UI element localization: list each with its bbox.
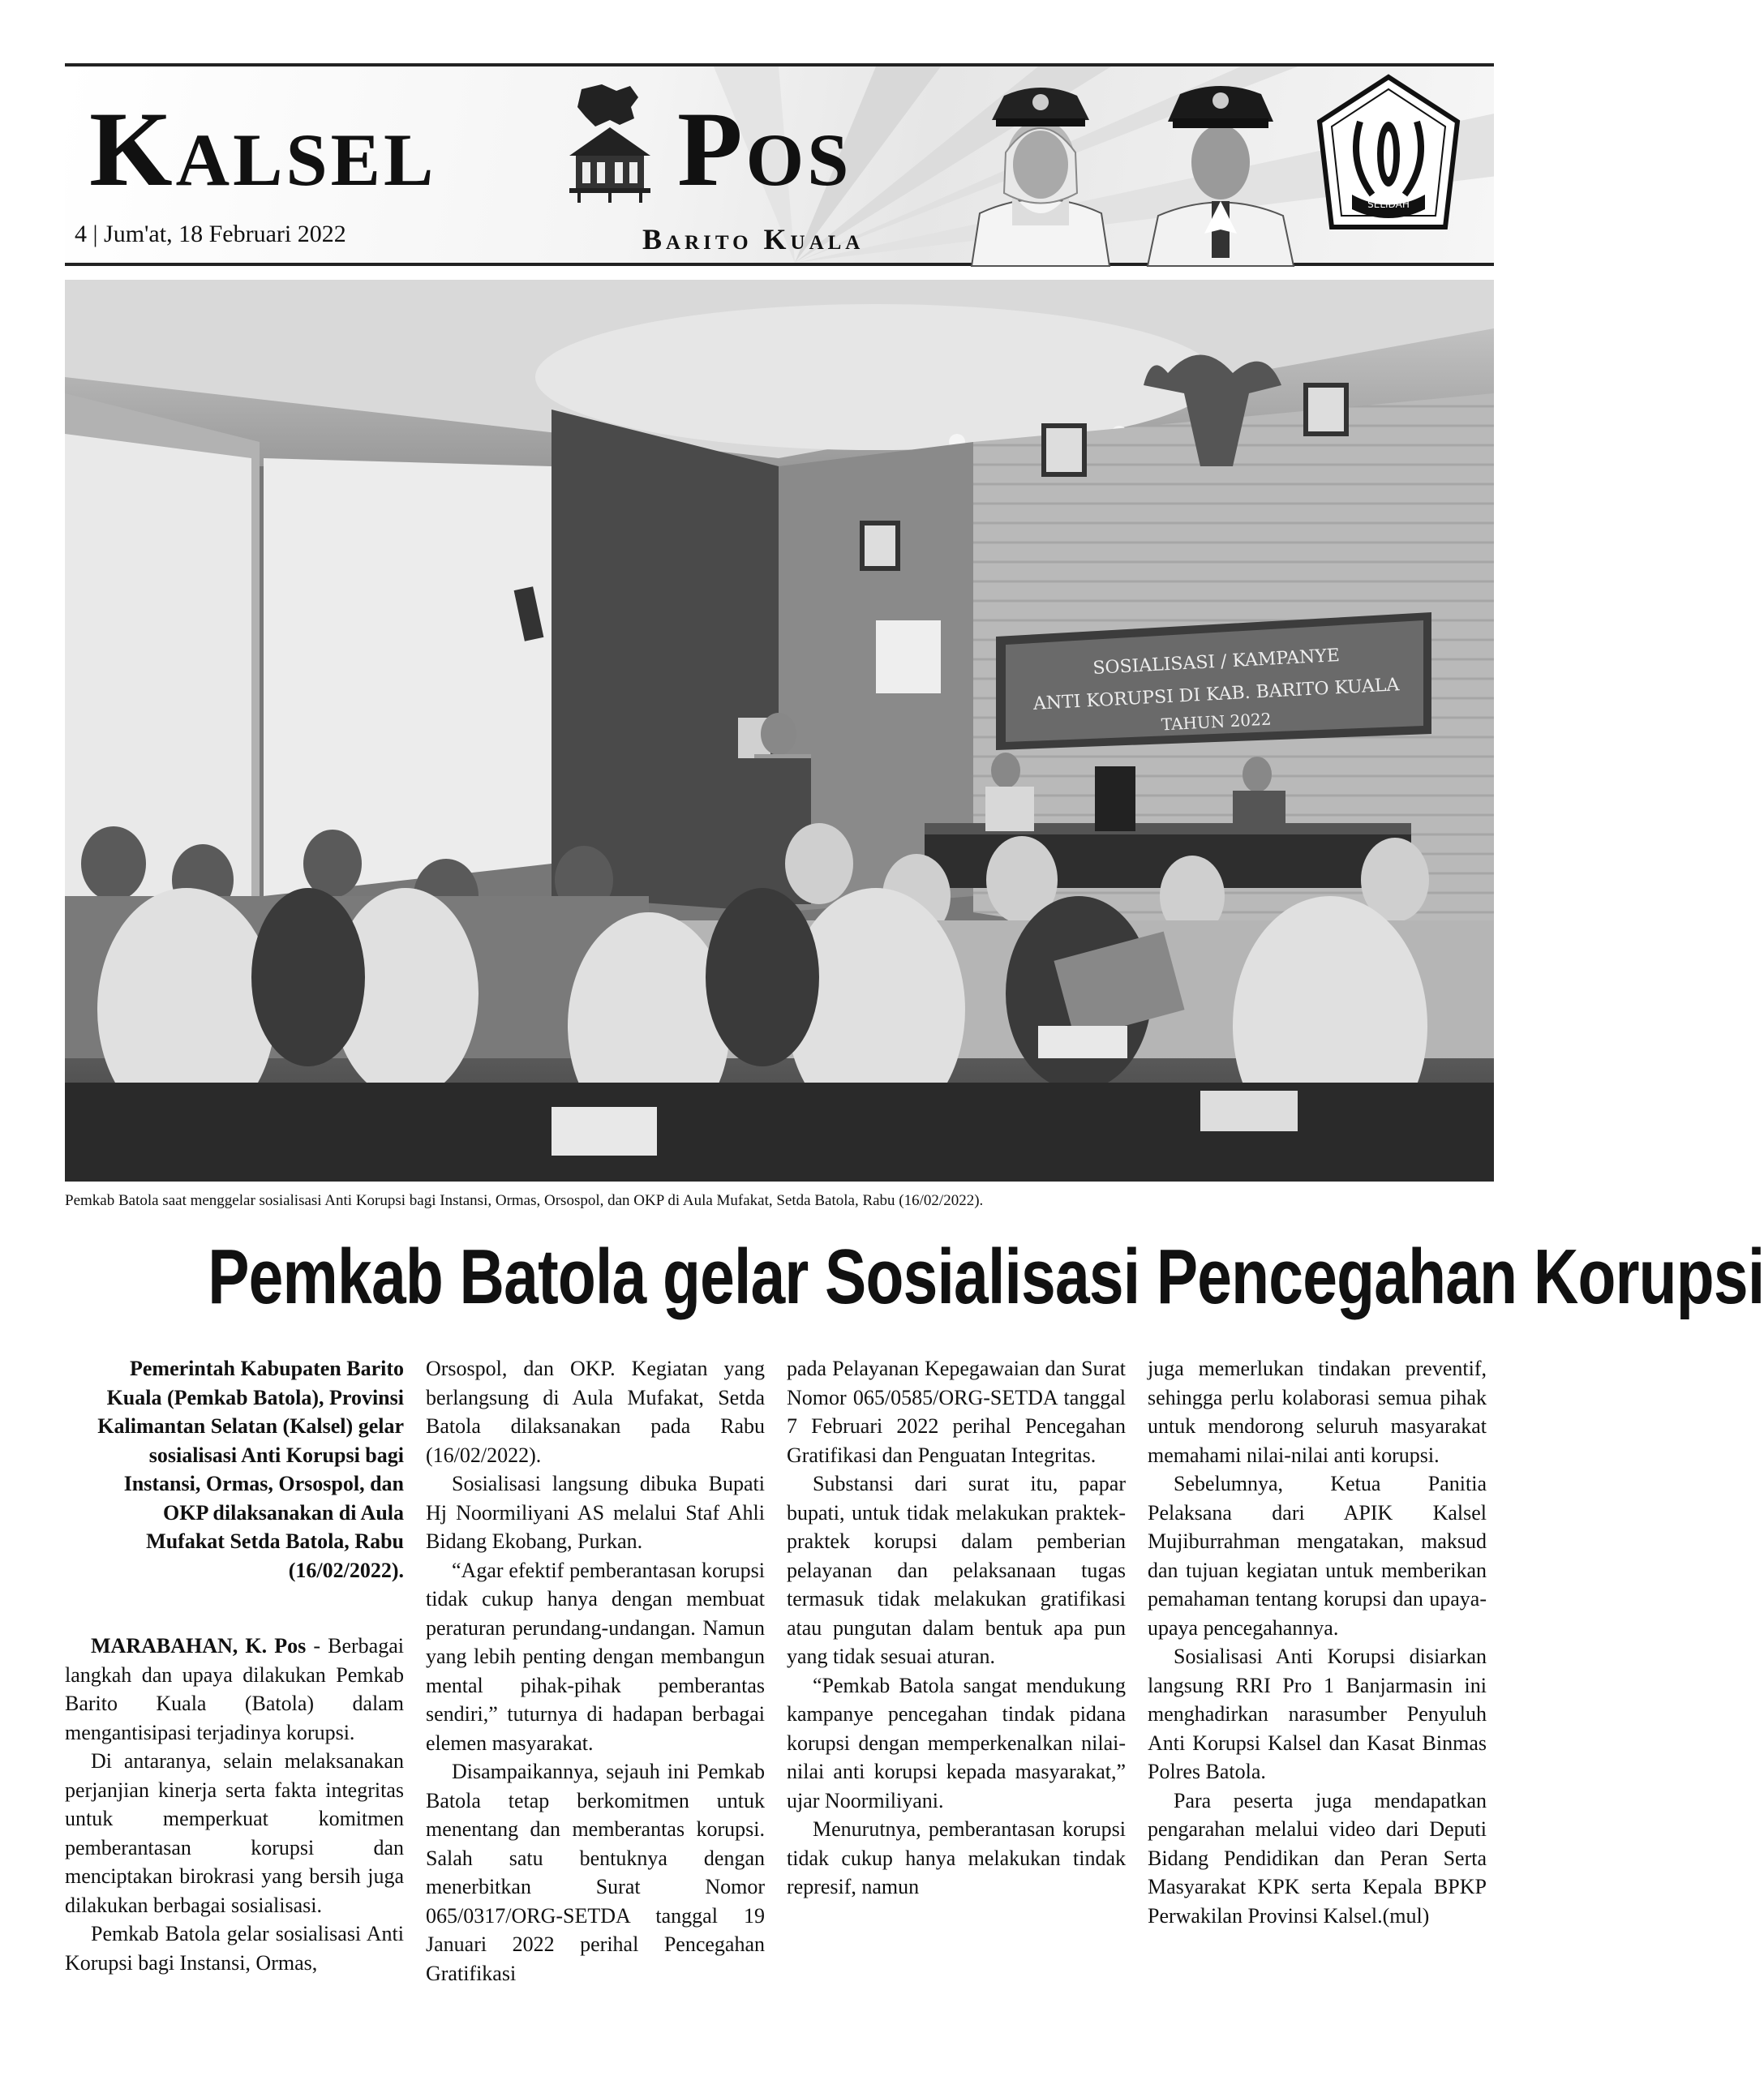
masthead-title-right: Pos bbox=[677, 89, 852, 208]
article-paragraph: Substansi dari surat itu, papar bupati, untuk tidak melakukan praktek-praktek korupsi dalam pemberian pelayanan dan pelaksanaan tugas termasuk tidak melakukan gratifikasi atau pungutan dalam bentuk apa pun yang tidak sesuai aturan. bbox=[787, 1472, 1126, 1668]
meeting-hall-scene bbox=[65, 280, 1494, 1182]
masthead-dateline bbox=[75, 221, 346, 248]
article-paragraph: Sosialisasi langsung dibuka Bupati Hj Noormiliyani AS melalui Staf Ahli Bidang Ekobang, Purkan. bbox=[426, 1472, 765, 1553]
article-column-4 bbox=[1148, 1354, 1487, 1930]
article-paragraph: Di antaranya, selain melaksanakan perjanjian kinerja serta fakta integritas untuk memperkuat komitmen pemberantasan korupsi dan menciptakan birokrasi yang bersih juga dilakukan berbagai sosialisasi. bbox=[65, 1749, 404, 1917]
article-paragraph: Sosialisasi Anti Korupsi disiarkan langsung RRI Pro 1 Banjarmasin ini menghadirkan narasumber Penyuluh Anti Korupsi Kalsel dan Kasat Binmas Polres Batola. bbox=[1148, 1645, 1487, 1783]
masthead bbox=[65, 63, 1494, 266]
issue-date: Jum'at, 18 Februari 2022 bbox=[104, 221, 346, 247]
article-paragraph: “Agar efektif pemberantasan korupsi tidak cukup hanya dengan membuat peraturan perundang-undangan. Namun yang lebih penting dengan membangun mental pihak-pihak pemberantas sendiri,” tuturnya di hadapan berbagai elemen masyarakat. bbox=[426, 1558, 765, 1755]
banner-line-2: ANTI KORUPSI DI KAB. BARITO KUALA bbox=[1032, 675, 1400, 714]
article-column-2 bbox=[426, 1354, 765, 1988]
article-paragraph: Sebelumnya, Ketua Panitia Pelaksana dari APIK Kalsel Mujiburrahman mengatakan, maksud dan tujuan kegiatan untuk memberikan pemahaman tentang korupsi dan upaya-upaya pencegahannya. bbox=[1148, 1472, 1487, 1640]
article-headline: Pemkab Batola gelar Sosialisasi Pencegahan Korupsi bbox=[208, 1233, 1764, 1320]
article-paragraph: pada Pelayanan Kepegawaian dan Surat Nomor 065/0585/ORG-SETDA tanggal 7 Februari 2022 perihal Pencegahan Gratifikasi dan Penguatan Integritas. bbox=[787, 1357, 1126, 1467]
vice-regent-portrait bbox=[1144, 71, 1298, 266]
article-column-3 bbox=[787, 1354, 1126, 1902]
article-paragraph: Orsospol, dan OKP. Kegiatan yang berlangsung di Aula Mufakat, Setda Batola dilaksanakan pada Rabu (16/02/2022). bbox=[426, 1357, 765, 1467]
banner-line-3: TAHUN 2022 bbox=[1161, 709, 1273, 735]
banner-line-1: SOSIALISASI / KAMPANYE bbox=[1092, 646, 1341, 679]
regent-portrait bbox=[964, 71, 1118, 266]
page-number: 4 bbox=[75, 221, 87, 247]
edition-name: Barito Kuala bbox=[642, 223, 865, 255]
masthead-title-left: Kalsel bbox=[89, 89, 437, 208]
dateline-separator: | bbox=[87, 221, 105, 247]
emblem-label: SELIDAH bbox=[1367, 199, 1410, 210]
article-paragraph: “Pemkab Batola sangat mendukung kampanye pencegahan tindak pidana korupsi dengan memperkenalkan nilai-nilai anti korupsi kepada masyarakat,” ujar Noormiliyani. bbox=[787, 1673, 1126, 1812]
article-dateline: MARABAHAN, K. Pos bbox=[91, 1634, 307, 1658]
event-photo bbox=[65, 280, 1494, 1182]
barito-kuala-emblem bbox=[1315, 73, 1461, 243]
article-lead: Pemerintah Kabupaten Barito Kuala (Pemkab Batola), Provinsi Kalimantan Selatan (Kalsel) gelar sosialisasi Anti Korupsi bagi Instansi, Ormas, Orsospol, dan OKP dilaksanakan di Aula Mufakat Setda Batola, Rabu (16/02/2022). bbox=[97, 1357, 404, 1582]
article-paragraph: Menurutnya, pemberantasan korupsi tidak cukup hanya melakukan tindak represif, namun bbox=[787, 1817, 1126, 1898]
article-paragraph-text: - Berbagai langkah dan upaya dilakukan Pemkab Barito Kuala (Batola) dalam mengantisipasi terjadinya korupsi. bbox=[65, 1634, 404, 1744]
article-paragraph: Pemkab Batola gelar sosialisasi Anti Korupsi bagi Instansi, Ormas, bbox=[65, 1922, 404, 1975]
photo-caption: Pemkab Batola saat menggelar sosialisasi Anti Korupsi bagi Instansi, Ormas, Orsospol, dan OKP di Aula Mufakat, Setda Batola, Rabu (16/02/2022). bbox=[65, 1192, 984, 1209]
article-paragraph: juga memerlukan tindakan preventif, sehingga perlu kolaborasi semua pihak untuk mendorong seluruh masyarakat memahami nilai-nilai anti korupsi. bbox=[1148, 1357, 1487, 1467]
borneo-house-logo bbox=[553, 83, 667, 204]
article-paragraph bbox=[65, 1632, 404, 1747]
article-column-1 bbox=[65, 1354, 404, 1977]
article-paragraph: Para peserta juga mendapatkan pengarahan melalui video dari Deputi Bidang Pendidikan dan Peran Serta Masyarakat KPK serta Kepala BPKP Perwakilan Provinsi Kalsel.(mul) bbox=[1148, 1788, 1487, 1928]
article-paragraph: Disampaikannya, sejauh ini Pemkab Batola tetap berkomitmen untuk menentang dan memberantas korupsi. Salah satu bentuknya dengan menerbitkan Surat Nomor 065/0317/ORG-SETDA tanggal 19 Januari 2022 perihal Pencegahan Gratifikasi bbox=[426, 1760, 765, 1985]
